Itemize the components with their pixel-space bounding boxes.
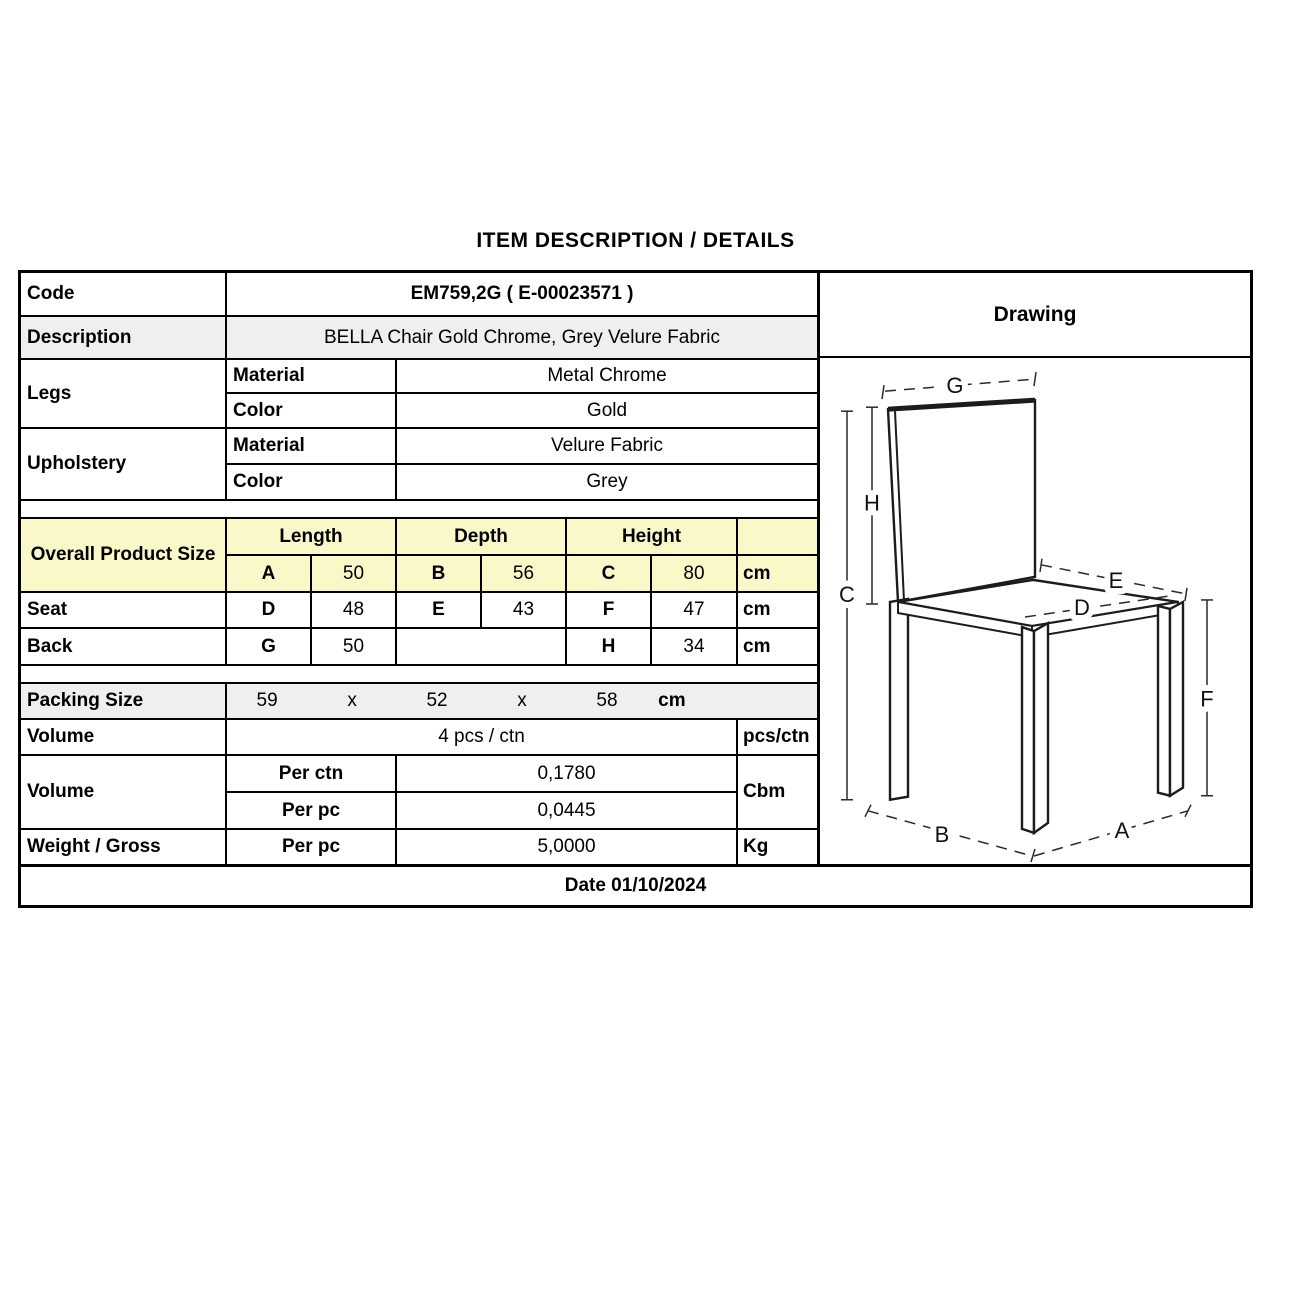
- legs-color-value: Gold: [397, 394, 817, 427]
- overall-size-label: Overall Product Size: [21, 519, 225, 591]
- description-label: Description: [21, 317, 225, 358]
- back-height-value: 34: [652, 629, 736, 664]
- date-value: Date 01/10/2024: [564, 875, 707, 896]
- upholstery-color-label: Color: [227, 465, 395, 499]
- page-title: ITEM DESCRIPTION / DETAILS: [476, 229, 795, 252]
- overall-height-letter: C: [567, 556, 650, 591]
- upholstery-label: Upholstery: [21, 429, 225, 499]
- upholstery-color-value: Grey: [397, 465, 817, 499]
- packing-size-value: [227, 684, 817, 718]
- seat-length-letter: D: [227, 593, 310, 627]
- drawing-panel: [820, 273, 1250, 864]
- packing-times-1: x: [347, 690, 357, 711]
- weight-gross-label: Weight / Gross: [21, 830, 225, 864]
- legs-color-label: Color: [227, 394, 395, 427]
- back-length-value: 50: [312, 629, 395, 664]
- dim-label-a: A: [1114, 817, 1130, 843]
- seat-depth-value: 43: [482, 593, 565, 627]
- dim-label-h: H: [864, 490, 880, 516]
- back-length-letter: G: [227, 629, 310, 664]
- dim-label-g: G: [946, 373, 964, 399]
- overall-height-value: 80: [652, 556, 736, 591]
- back-unit: cm: [738, 629, 817, 664]
- dim-label-d: D: [1074, 594, 1090, 621]
- code-label: Code: [21, 273, 225, 315]
- spacer-row: [21, 666, 817, 682]
- packing-unit: cm: [658, 690, 686, 711]
- back-empty-cell: [397, 629, 565, 664]
- volume-cbm-unit: Cbm: [738, 756, 817, 828]
- upholstery-material-label: Material: [227, 429, 395, 463]
- spacer-row: [21, 501, 817, 517]
- description-value: BELLA Chair Gold Chrome, Grey Velure Fabric: [227, 317, 817, 358]
- packing-dim-1: 59: [256, 690, 278, 711]
- drawing-area: [820, 358, 1250, 864]
- volume-cbm-label: Volume: [21, 756, 225, 828]
- seat-height-value: 47: [652, 593, 736, 627]
- seat-depth-letter: E: [397, 593, 480, 627]
- seat-height-letter: F: [567, 593, 650, 627]
- legs-material-label: Material: [227, 360, 395, 392]
- drawing-title: Drawing: [820, 273, 1250, 358]
- spec-table-main: [21, 273, 1250, 864]
- depth-header: Depth: [397, 519, 565, 554]
- details-grid: [21, 273, 820, 864]
- volume-pcs-label: Volume: [21, 720, 225, 754]
- back-label: Back: [21, 629, 225, 664]
- per-ctn-value: 0,1780: [397, 756, 736, 791]
- date-row: [21, 864, 1250, 905]
- length-header: Length: [227, 519, 395, 554]
- dim-label-b: B: [934, 821, 950, 847]
- packing-dim-3: 58: [596, 690, 618, 711]
- per-pc-value: 0,0445: [397, 793, 736, 828]
- packing-size-label: Packing Size: [21, 684, 225, 718]
- dim-label-f: F: [1200, 686, 1214, 712]
- overall-unit: cm: [738, 556, 817, 591]
- seat-label: Seat: [21, 593, 225, 627]
- size-header-blank: [738, 519, 817, 554]
- weight-value: 5,0000: [397, 830, 736, 864]
- seat-length-value: 48: [312, 593, 395, 627]
- weight-unit: Kg: [738, 830, 817, 864]
- overall-length-letter: A: [227, 556, 310, 591]
- back-height-letter: H: [567, 629, 650, 664]
- legs-label: Legs: [21, 360, 225, 427]
- per-pc-label: Per pc: [227, 793, 395, 828]
- upholstery-material-value: Velure Fabric: [397, 429, 817, 463]
- spec-table: [18, 270, 1253, 908]
- packing-dim-2: 52: [426, 690, 448, 711]
- weight-per-pc-label: Per pc: [227, 830, 395, 864]
- overall-length-value: 50: [312, 556, 395, 591]
- code-value: EM759,2G ( E-00023571 ): [227, 273, 817, 315]
- seat-unit: cm: [738, 593, 817, 627]
- overall-depth-letter: B: [397, 556, 480, 591]
- per-ctn-label: Per ctn: [227, 756, 395, 791]
- chair-drawing: [820, 358, 1250, 864]
- volume-pcs-unit: pcs/ctn: [738, 720, 817, 754]
- volume-pcs-value: 4 pcs / ctn: [227, 720, 736, 754]
- legs-material-value: Metal Chrome: [397, 360, 817, 392]
- height-header: Height: [567, 519, 736, 554]
- overall-depth-value: 56: [482, 556, 565, 591]
- packing-times-2: x: [517, 690, 527, 711]
- dim-label-c: C: [839, 581, 855, 607]
- dim-label-e: E: [1108, 567, 1124, 593]
